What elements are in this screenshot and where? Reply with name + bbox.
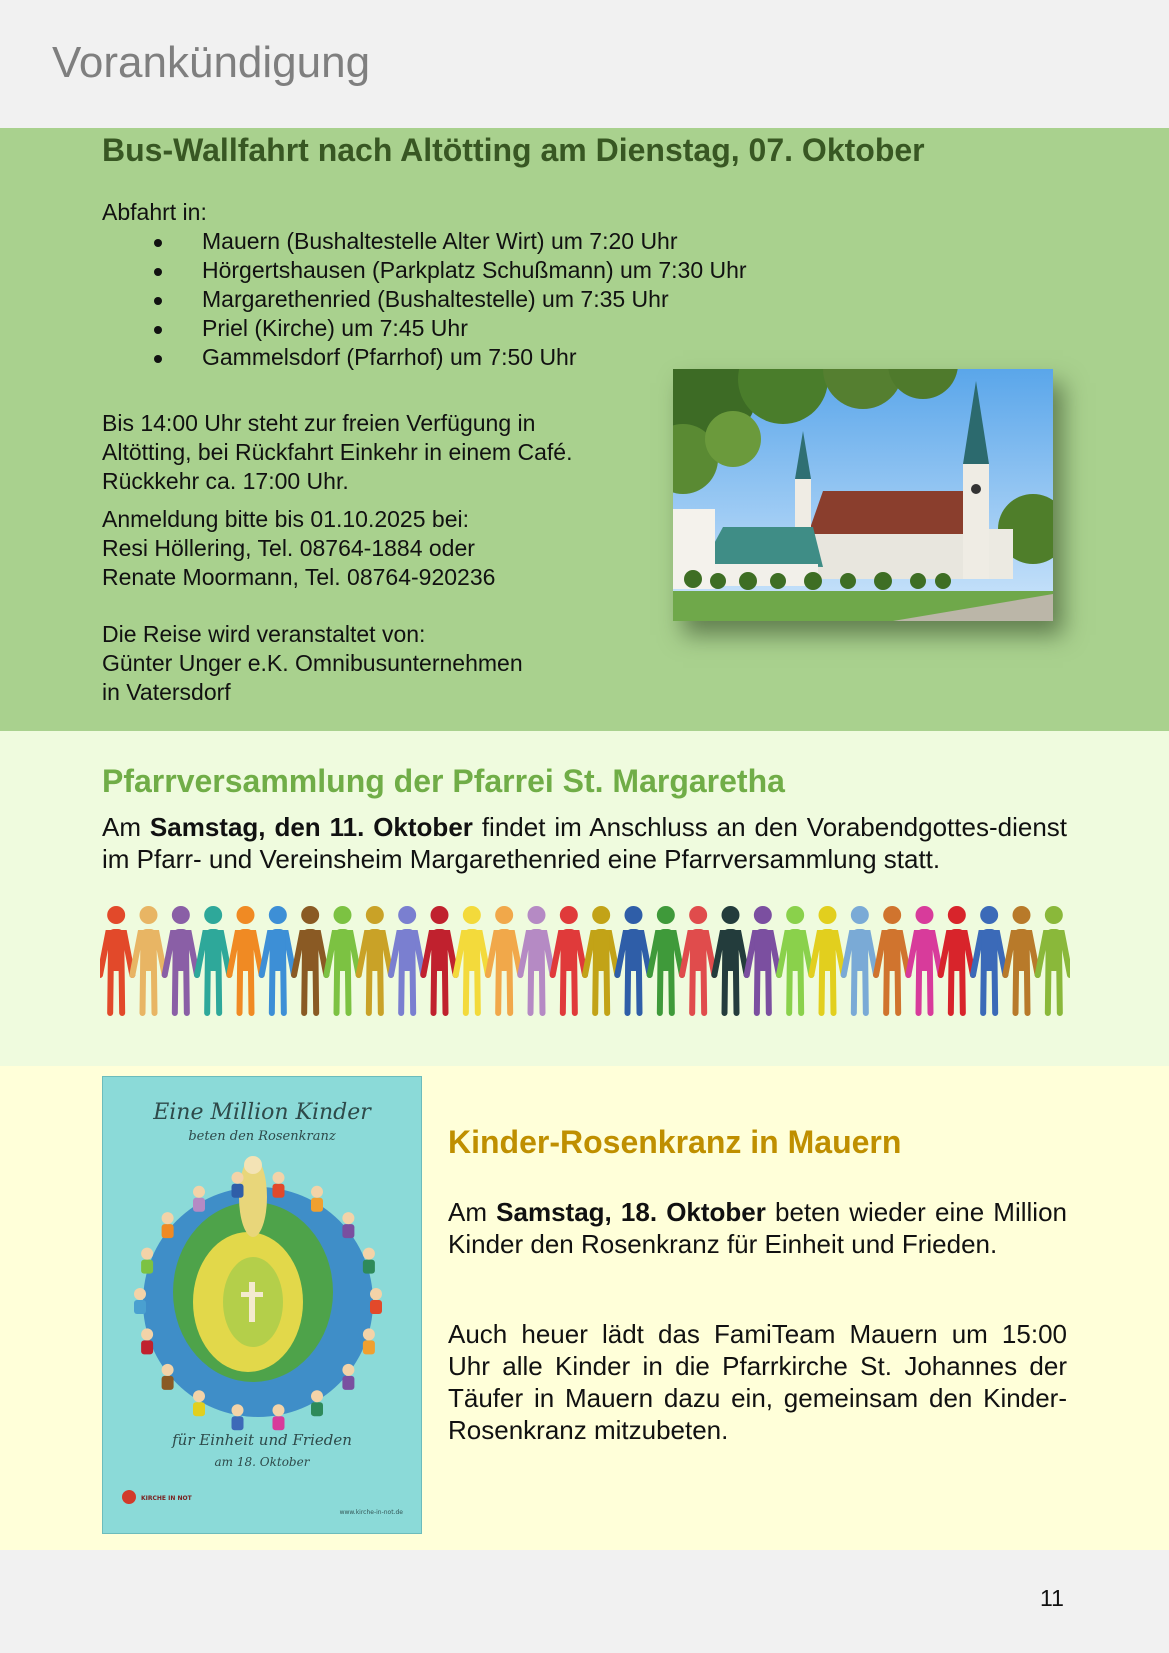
person-figure (617, 906, 649, 1013)
pfarrversammlung-text (102, 811, 1067, 875)
person-figure (973, 906, 1005, 1013)
poster-child-figure (342, 1212, 354, 1238)
text-part: findet im Anschluss an den Vorabendgottes-dienst im Pfarr- und Vereinsheim Margarethenried eine Pfarrversammlung statt. (102, 812, 1068, 874)
person-figure (779, 906, 811, 1013)
poster-illustration (103, 1077, 421, 1533)
person-figure (553, 906, 585, 1013)
person-figure (423, 906, 455, 1013)
kinder-rosenkranz-section (0, 1066, 1169, 1550)
person-figure (132, 906, 164, 1013)
person-figure (844, 906, 876, 1013)
kin-logo-icon (122, 1490, 136, 1504)
date-bold: Samstag, 18. Oktober (496, 1197, 766, 1227)
person-figure (456, 906, 488, 1013)
poster-child-figure (363, 1248, 375, 1274)
departure-item: Priel (Kirche) um 7:45 Uhr (102, 314, 747, 343)
departure-item: Hörgertshausen (Parkplatz Schußmann) um 7:30 Uhr (102, 256, 747, 285)
organizer-text (102, 620, 523, 707)
person-figure (585, 906, 617, 1013)
registration-line: Anmeldung bitte bis 01.10.2025 bei: (102, 506, 469, 532)
altoetting-church-photo (673, 369, 1053, 621)
poster-child-figure (363, 1328, 375, 1354)
poster-child-figure (162, 1212, 174, 1238)
poster-date: am 18. Oktober (214, 1455, 310, 1469)
poster-child-figure (193, 1390, 205, 1416)
pfarrversammlung-title: Pfarrversammlung der Pfarrei St. Margaretha (102, 763, 785, 799)
poster-title: Eine Million Kinder (153, 1100, 371, 1125)
person-figure (1038, 906, 1070, 1013)
person-figure (294, 906, 326, 1013)
person-figure (908, 906, 940, 1013)
person-figure (714, 906, 746, 1013)
free-time-line: Bis 14:00 Uhr steht zur freien Verfügung in (102, 410, 536, 436)
people-holding-hands-illustration (100, 903, 1070, 1023)
church-illustration (673, 369, 1053, 621)
text-part: Am (448, 1197, 497, 1227)
poster-child-figure (342, 1364, 354, 1390)
poster-child-figure (370, 1288, 382, 1314)
poster-url: www.kirche-in-not.de (339, 1509, 403, 1516)
date-bold: Samstag, den 11. Oktober (149, 812, 473, 842)
organizer-line: Günter Unger e.K. Omnibusunternehmen (102, 650, 523, 676)
person-figure (488, 906, 520, 1013)
person-figure (682, 906, 714, 1013)
poster-footer: für Einheit und Frieden (172, 1431, 352, 1449)
bus-title: Bus-Wallfahrt nach Altötting am Dienstag, 07. Oktober (102, 132, 925, 168)
registration-line: Resi Höllering, Tel. 08764-1884 oder (102, 535, 475, 561)
million-children-poster (102, 1076, 422, 1534)
person-figure (262, 906, 294, 1013)
poster-child-figure (232, 1404, 244, 1430)
poster-child-figure (141, 1248, 153, 1274)
poster-child-figure (193, 1186, 205, 1212)
poster-child-figure (141, 1328, 153, 1354)
person-figure (1005, 906, 1037, 1013)
person-figure (197, 906, 229, 1013)
person-figure (941, 906, 973, 1013)
person-figure (876, 906, 908, 1013)
person-figure (811, 906, 843, 1013)
page-title: Vorankündigung (52, 38, 371, 87)
poster-child-figure (272, 1404, 284, 1430)
registration-line: Renate Moormann, Tel. 08764-920236 (102, 564, 496, 590)
person-figure (100, 906, 132, 1013)
person-figure (650, 906, 682, 1013)
departure-block (102, 198, 747, 372)
departure-item: Gammelsdorf (Pfarrhof) um 7:50 Uhr (102, 343, 747, 372)
organizer-line: in Vatersdorf (102, 679, 231, 705)
person-figure (165, 906, 197, 1013)
person-figure (747, 906, 779, 1013)
poster-child-figure (311, 1390, 323, 1416)
text-part: beten wieder eine Million Kinder den Rosenkranz für Einheit und Frieden. (448, 1197, 1067, 1259)
departure-item: Mauern (Bushaltestelle Alter Wirt) um 7:20 Uhr (102, 227, 747, 256)
person-figure (359, 906, 391, 1013)
kinder-paragraph-1 (448, 1196, 1067, 1260)
registration-text (102, 505, 495, 592)
pfarrversammlung-section (0, 731, 1169, 1066)
kinder-paragraph-2: Auch heuer lädt das FamiTeam Mauern um 15:00 Uhr alle Kinder in die Pfarrkirche St. Johannes der Täufer in Mauern dazu ein, gemeinsam den Kinder-Rosenkranz mitzubeten. (448, 1319, 1067, 1445)
poster-child-figure (272, 1172, 284, 1198)
free-time-line: Rückkehr ca. 17:00 Uhr. (102, 468, 349, 494)
poster-child-figure (311, 1186, 323, 1212)
free-time-text (102, 409, 572, 496)
person-figure (391, 906, 423, 1013)
departure-item: Margarethenried (Bushaltestelle) um 7:35 Uhr (102, 285, 747, 314)
person-figure (229, 906, 261, 1013)
departure-label: Abfahrt in: (102, 199, 207, 225)
text-part: Am (102, 812, 150, 842)
poster-subtitle: beten den Rosenkranz (188, 1129, 336, 1144)
free-time-line: Altötting, bei Rückfahrt Einkehr in einem Café. (102, 439, 573, 465)
kinder-title: Kinder-Rosenkranz in Mauern (448, 1124, 902, 1160)
poster-child-figure (162, 1364, 174, 1390)
departure-list (102, 227, 747, 372)
page-number: 11 (1040, 1585, 1064, 1611)
poster-child-figure (134, 1288, 146, 1314)
poster-logo-text: KIRCHE IN NOT (141, 1495, 192, 1502)
bus-pilgrimage-section (0, 128, 1169, 731)
poster-child-figure (232, 1172, 244, 1198)
organizer-line: Die Reise wird veranstaltet von: (102, 621, 426, 647)
person-figure (326, 906, 358, 1013)
person-figure (520, 906, 552, 1013)
